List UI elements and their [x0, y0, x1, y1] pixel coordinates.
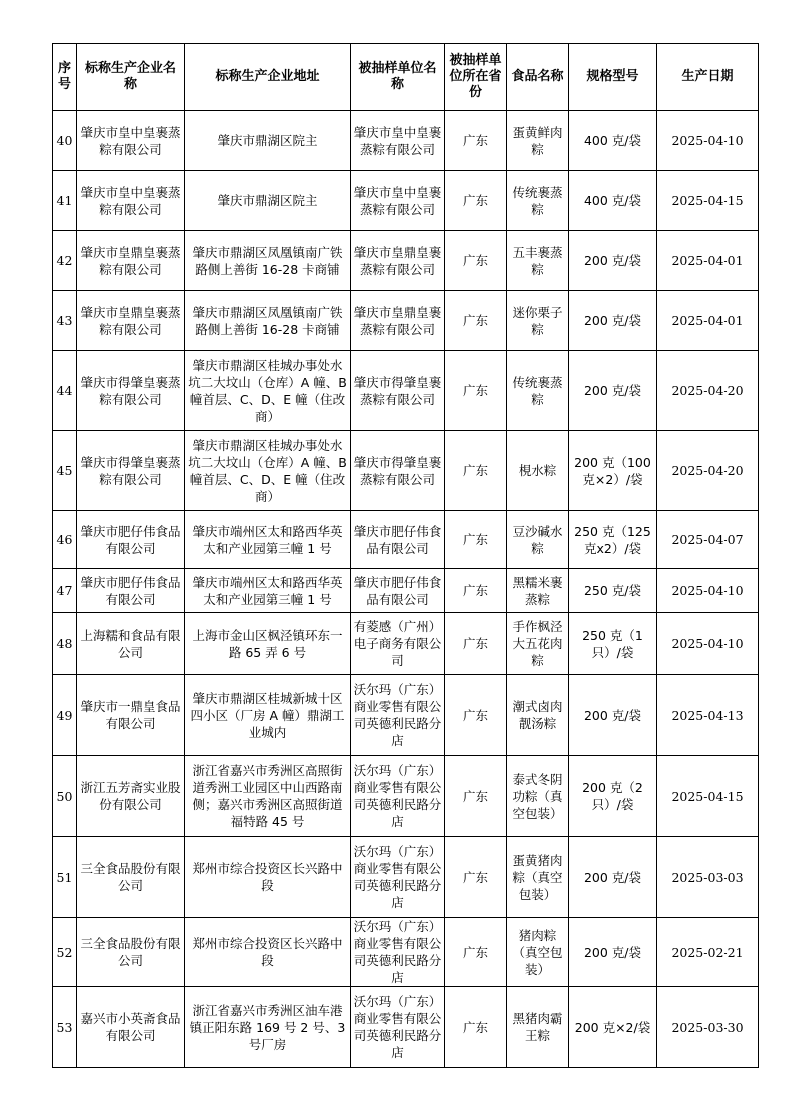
header-row	[53, 44, 759, 111]
cell-spec: 250 克（125 克x2）/袋	[569, 511, 657, 569]
cell-province: 广东	[445, 431, 507, 511]
cell-province: 广东	[445, 987, 507, 1068]
table-row	[53, 756, 759, 837]
cell-sampled-unit: 肇庆市肥仔伟食品有限公司	[351, 569, 445, 613]
cell-seq: 46	[53, 511, 77, 569]
cell-province: 广东	[445, 569, 507, 613]
cell-province: 广东	[445, 231, 507, 291]
cell-seq: 41	[53, 171, 77, 231]
header-spec: 规格型号	[569, 44, 657, 111]
cell-production-date: 2025-03-30	[657, 987, 759, 1068]
cell-spec: 250 克（1 只）/袋	[569, 613, 657, 675]
cell-production-date: 2025-04-01	[657, 291, 759, 351]
cell-address: 肇庆市端州区太和路西华英太和产业园第三幢 1 号	[185, 511, 351, 569]
table-body	[53, 111, 759, 1068]
cell-address: 肇庆市端州区太和路西华英太和产业园第三幢 1 号	[185, 569, 351, 613]
cell-province: 广东	[445, 837, 507, 918]
header-seq: 序号	[53, 44, 77, 111]
cell-address: 上海市金山区枫泾镇环东一路 65 弄 6 号	[185, 613, 351, 675]
cell-seq: 50	[53, 756, 77, 837]
cell-sampled-unit: 肇庆市皇鼎皇裹蒸粽有限公司	[351, 291, 445, 351]
cell-producer: 肇庆市肥仔伟食品有限公司	[77, 569, 185, 613]
cell-seq: 47	[53, 569, 77, 613]
cell-sampled-unit: 肇庆市肥仔伟食品有限公司	[351, 511, 445, 569]
cell-spec: 200 克/袋	[569, 675, 657, 756]
cell-producer: 肇庆市一鼎皇食品有限公司	[77, 675, 185, 756]
cell-production-date: 2025-04-15	[657, 756, 759, 837]
cell-producer: 肇庆市得肇皇裹蒸粽有限公司	[77, 351, 185, 431]
cell-address: 郑州市综合投资区长兴路中段	[185, 837, 351, 918]
cell-address: 浙江省嘉兴市秀洲区油车港镇正阳东路 169 号 2 号、3 号厂房	[185, 987, 351, 1068]
table-row	[53, 351, 759, 431]
cell-seq: 40	[53, 111, 77, 171]
cell-seq: 43	[53, 291, 77, 351]
cell-province: 广东	[445, 171, 507, 231]
header-sampled-unit: 被抽样单位名称	[351, 44, 445, 111]
cell-address: 肇庆市鼎湖区桂城新城十区四小区（厂房 A 幢）鼎湖工业城内	[185, 675, 351, 756]
cell-spec: 200 克（100 克×2）/袋	[569, 431, 657, 511]
cell-seq: 48	[53, 613, 77, 675]
cell-food-name: 迷你栗子粽	[507, 291, 569, 351]
cell-sampled-unit: 沃尔玛（广东）商业零售有限公司英德利民路分店	[351, 675, 445, 756]
cell-sampled-unit: 沃尔玛（广东）商业零售有限公司英德利民路分店	[351, 837, 445, 918]
cell-sampled-unit: 肇庆市得肇皇裹蒸粽有限公司	[351, 431, 445, 511]
cell-province: 广东	[445, 675, 507, 756]
table-row	[53, 511, 759, 569]
cell-address: 肇庆市鼎湖区桂城办事处水坑二大坟山（仓库）A 幢、B 幢首层、C、D、E 幢（住改商）	[185, 351, 351, 431]
cell-province: 广东	[445, 351, 507, 431]
cell-food-name: 手作枫泾大五花肉粽	[507, 613, 569, 675]
cell-spec: 400 克/袋	[569, 171, 657, 231]
table-row	[53, 613, 759, 675]
cell-production-date: 2025-04-20	[657, 351, 759, 431]
cell-seq: 45	[53, 431, 77, 511]
cell-production-date: 2025-04-15	[657, 171, 759, 231]
cell-producer: 肇庆市皇鼎皇裹蒸粽有限公司	[77, 291, 185, 351]
cell-producer: 浙江五芳斋实业股份有限公司	[77, 756, 185, 837]
cell-production-date: 2025-04-10	[657, 111, 759, 171]
cell-production-date: 2025-04-13	[657, 675, 759, 756]
cell-food-name: 豆沙碱水粽	[507, 511, 569, 569]
table-row	[53, 837, 759, 918]
cell-production-date: 2025-04-10	[657, 613, 759, 675]
table-row	[53, 918, 759, 987]
cell-food-name: 五丰裹蒸粽	[507, 231, 569, 291]
cell-producer: 肇庆市肥仔伟食品有限公司	[77, 511, 185, 569]
cell-producer: 上海糯和食品有限公司	[77, 613, 185, 675]
header-production-date: 生产日期	[657, 44, 759, 111]
cell-address: 肇庆市鼎湖区凤凰镇南广铁路侧上善街 16-28 卡商铺	[185, 291, 351, 351]
cell-spec: 200 克/袋	[569, 918, 657, 987]
table-row	[53, 987, 759, 1068]
cell-seq: 53	[53, 987, 77, 1068]
cell-food-name: 梘水粽	[507, 431, 569, 511]
cell-production-date: 2025-04-20	[657, 431, 759, 511]
cell-spec: 400 克/袋	[569, 111, 657, 171]
cell-province: 广东	[445, 511, 507, 569]
cell-producer: 三全食品股份有限公司	[77, 918, 185, 987]
cell-food-name: 蛋黄猪肉粽（真空包装）	[507, 837, 569, 918]
header-producer: 标称生产企业名称	[77, 44, 185, 111]
cell-seq: 51	[53, 837, 77, 918]
cell-spec: 200 克/袋	[569, 837, 657, 918]
cell-spec: 200 克/袋	[569, 351, 657, 431]
cell-address: 肇庆市鼎湖区院主	[185, 171, 351, 231]
cell-food-name: 传统裹蒸粽	[507, 171, 569, 231]
food-sampling-table	[52, 43, 759, 1068]
header-food-name: 食品名称	[507, 44, 569, 111]
cell-spec: 250 克/袋	[569, 569, 657, 613]
cell-province: 广东	[445, 756, 507, 837]
cell-spec: 200 克/袋	[569, 291, 657, 351]
cell-sampled-unit: 肇庆市皇鼎皇裹蒸粽有限公司	[351, 231, 445, 291]
cell-production-date: 2025-04-07	[657, 511, 759, 569]
table-row	[53, 431, 759, 511]
cell-seq: 42	[53, 231, 77, 291]
cell-production-date: 2025-04-01	[657, 231, 759, 291]
cell-address: 肇庆市鼎湖区凤凰镇南广铁路侧上善街 16-28 卡商铺	[185, 231, 351, 291]
table-row	[53, 111, 759, 171]
cell-seq: 49	[53, 675, 77, 756]
cell-sampled-unit: 有菱感（广州）电子商务有限公司	[351, 613, 445, 675]
cell-sampled-unit: 肇庆市得肇皇裹蒸粽有限公司	[351, 351, 445, 431]
cell-food-name: 传统裹蒸粽	[507, 351, 569, 431]
cell-sampled-unit: 肇庆市皇中皇裹蒸粽有限公司	[351, 111, 445, 171]
cell-producer: 三全食品股份有限公司	[77, 837, 185, 918]
table-row	[53, 569, 759, 613]
cell-food-name: 潮式卤肉靓汤粽	[507, 675, 569, 756]
cell-food-name: 黑猪肉霸王粽	[507, 987, 569, 1068]
cell-production-date: 2025-04-10	[657, 569, 759, 613]
cell-province: 广东	[445, 918, 507, 987]
cell-production-date: 2025-03-03	[657, 837, 759, 918]
cell-sampled-unit: 肇庆市皇中皇裹蒸粽有限公司	[351, 171, 445, 231]
cell-producer: 嘉兴市小英斋食品有限公司	[77, 987, 185, 1068]
cell-food-name: 蛋黄鲜肉粽	[507, 111, 569, 171]
cell-sampled-unit: 沃尔玛（广东）商业零售有限公司英德利民路分店	[351, 918, 445, 987]
table-row	[53, 291, 759, 351]
cell-address: 浙江省嘉兴市秀洲区高照街道秀洲工业园区中山西路南侧；嘉兴市秀洲区高照街道福特路 45 号	[185, 756, 351, 837]
cell-spec: 200 克×2/袋	[569, 987, 657, 1068]
cell-producer: 肇庆市皇中皇裹蒸粽有限公司	[77, 171, 185, 231]
cell-province: 广东	[445, 111, 507, 171]
cell-producer: 肇庆市皇鼎皇裹蒸粽有限公司	[77, 231, 185, 291]
cell-sampled-unit: 沃尔玛（广东）商业零售有限公司英德利民路分店	[351, 987, 445, 1068]
cell-address: 肇庆市鼎湖区院主	[185, 111, 351, 171]
table-row	[53, 171, 759, 231]
header-province: 被抽样单位所在省份	[445, 44, 507, 111]
cell-address: 郑州市综合投资区长兴路中段	[185, 918, 351, 987]
cell-spec: 200 克（2 只）/袋	[569, 756, 657, 837]
cell-producer: 肇庆市皇中皇裹蒸粽有限公司	[77, 111, 185, 171]
table-row	[53, 231, 759, 291]
cell-sampled-unit: 沃尔玛（广东）商业零售有限公司英德利民路分店	[351, 756, 445, 837]
cell-seq: 52	[53, 918, 77, 987]
header-address: 标称生产企业地址	[185, 44, 351, 111]
cell-seq: 44	[53, 351, 77, 431]
cell-food-name: 黑糯米裹蒸粽	[507, 569, 569, 613]
table-row	[53, 675, 759, 756]
cell-province: 广东	[445, 291, 507, 351]
cell-spec: 200 克/袋	[569, 231, 657, 291]
cell-production-date: 2025-02-21	[657, 918, 759, 987]
cell-province: 广东	[445, 613, 507, 675]
cell-address: 肇庆市鼎湖区桂城办事处水坑二大坟山（仓库）A 幢、B 幢首层、C、D、E 幢（住改商）	[185, 431, 351, 511]
cell-producer: 肇庆市得肇皇裹蒸粽有限公司	[77, 431, 185, 511]
cell-food-name: 泰式冬阴功粽（真空包装）	[507, 756, 569, 837]
cell-food-name: 猪肉粽（真空包装）	[507, 918, 569, 987]
